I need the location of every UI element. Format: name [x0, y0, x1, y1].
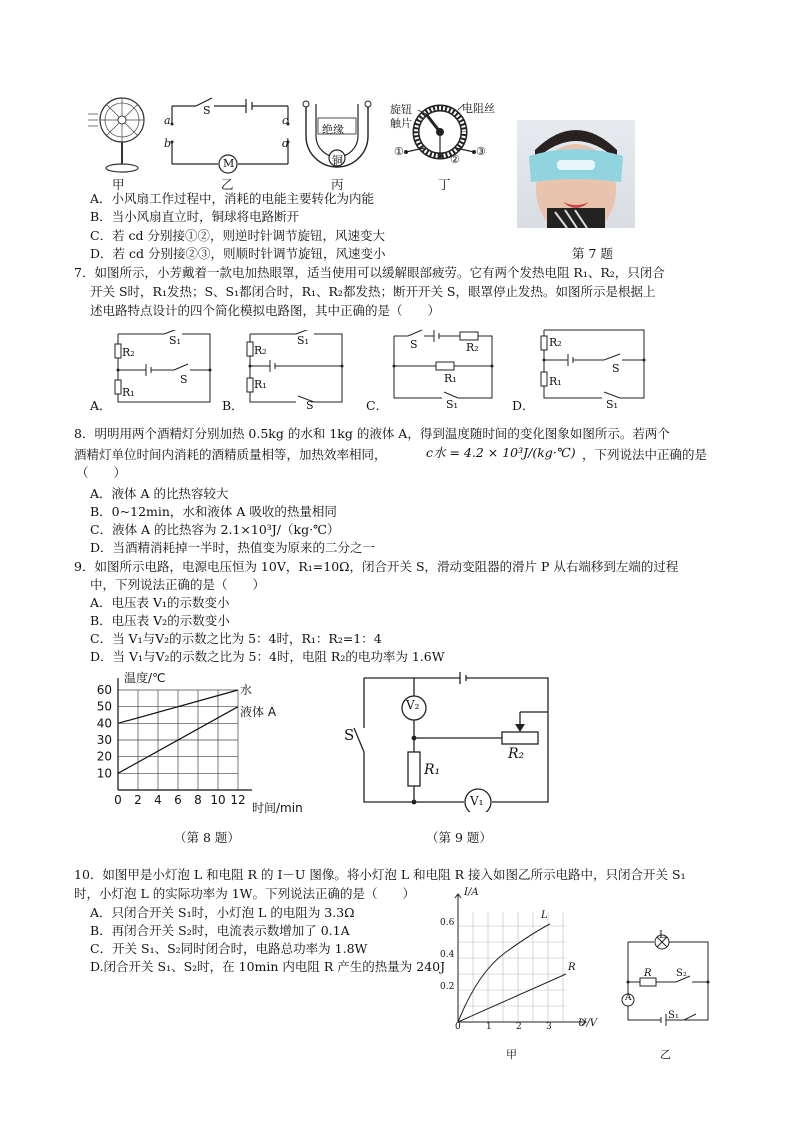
chart-xtick-label: 0 [114, 793, 122, 807]
temperature-time-chart [90, 670, 350, 820]
q8-option-a: A．液体 A 的比热容较大 [90, 486, 229, 501]
copper-label: 铜 [332, 154, 343, 167]
motor-label: M [223, 157, 235, 170]
iu-xtick-3: 3 [546, 1022, 552, 1032]
chart-xtick-label: 6 [174, 793, 182, 807]
iu-xtick-1: 1 [486, 1022, 492, 1032]
q6-option-a: A．小风扇工作过程中，消耗的电能主要转化为内能 [90, 191, 375, 206]
q7-stem-line-2: 开关 S时，R₁发热；S、S₁都闭合时，R₁、R₂都发热；断开开关 S，眼罩停止发热。如图所示是根据上 [90, 284, 656, 299]
eye-mask-photo [517, 120, 635, 228]
q10-option-a: A．只闭合开关 S₁时，小灯泡 L 的电阻为 3.3Ω [90, 905, 355, 920]
q10-option-b: B．再闭合开关 S₂时，电流表示数增加了 0.1A [90, 923, 350, 938]
legend-water: 水 [240, 683, 253, 697]
q7-photo-caption: 第 7 题 [572, 246, 613, 261]
chart-xtick-label: 2 [134, 793, 142, 807]
q7-option-c: C． [366, 398, 389, 413]
q8-stem-line-1: 8．明明用两个酒精灯分别加热 0.5kg 的水和 1kg 的液体 A，得到温度随时间的变化图象如图所示。若两个 [74, 426, 670, 441]
chart-ytick-label: 40 [96, 716, 112, 731]
q7a-s1: S₁ [169, 334, 181, 347]
q9-circuit [344, 672, 558, 812]
iu-graph [436, 888, 606, 1038]
q9-option-b: B．电压表 V₂的示数变小 [90, 613, 230, 628]
terminal-3-label: ③ [476, 145, 486, 158]
q8-stem-line-2: 酒精灯单位时间内消耗的酒精质量相等，加热效率相同， [74, 447, 387, 462]
chart-ylabel: 温度/℃ [124, 671, 166, 685]
chart-ytick-label: 10 [96, 766, 112, 781]
q7-option-b: B． [222, 398, 244, 413]
q7c-s: S [410, 338, 418, 351]
chart-xtick-label: 10 [210, 793, 226, 807]
q10-s2-label: S₂ [676, 968, 687, 979]
q7b-r2: R₂ [254, 344, 267, 357]
q9-r1-label: R₁ [424, 762, 441, 778]
iu-xtick-0: 0 [455, 1022, 461, 1032]
q9-stem-line-2: 中，下列说法正确的是（ ） [90, 577, 266, 592]
q7d-s1: S₁ [606, 398, 618, 411]
q7d-s: S [612, 362, 620, 375]
q6-option-c: C．若 cd 分别接①②，则逆时针调节旋钮，风速变大 [90, 228, 386, 243]
chart-ytick-label: 60 [96, 683, 112, 697]
contact-label: 触片 [390, 117, 412, 130]
q6-label-c: c [282, 114, 289, 127]
iu-caption: 甲 [506, 1048, 517, 1061]
q10-circuit [616, 934, 714, 1030]
q7-circuit-b [242, 330, 346, 406]
iu-xlabel: U/V [578, 1018, 598, 1029]
q6-option-b: B．当小风扇直立时，铜球将电路断开 [90, 209, 300, 224]
q9-option-c: C．当 V₁与V₂的示数之比为 5：4时，R₁：R₂=1：4 [90, 631, 382, 646]
q7b-r1: R₁ [254, 378, 267, 391]
chart-xtick-label: 4 [154, 793, 162, 807]
q7-stem-line-1: 7．如图所示，小芳戴着一款电加热眼罩，适当使用可以缓解眼部疲劳。它有两个发热电阻 R₁、R₂，只闭合 [74, 265, 665, 280]
q7a-s: S [180, 373, 188, 386]
iu-ytick-04: 0.4 [440, 950, 455, 960]
resistance-wire-label: 电阻丝 [462, 102, 495, 115]
fan-figure [86, 94, 156, 184]
q6-label-a: a [164, 114, 171, 127]
chart-ytick-label: 20 [96, 749, 112, 764]
fig-label-ding: 丁 [438, 177, 451, 192]
iu-xtick-2: 2 [516, 1022, 522, 1032]
q10-s1-label: S₁ [668, 1010, 679, 1021]
insulation-label: 绝缘 [322, 123, 344, 136]
fig-label-yi: 乙 [221, 177, 234, 192]
iu-curve-r-label: R [568, 962, 576, 973]
q7b-s: S [306, 399, 314, 412]
q7d-r2: R₂ [549, 336, 562, 349]
q10-l-label: L [659, 930, 666, 941]
q7-option-d: D． [512, 398, 535, 413]
chart-xlabel: 时间/min [252, 801, 303, 815]
q7d-r1: R₁ [549, 375, 562, 388]
q10-r-label: R [644, 968, 652, 979]
q7a-r2: R₂ [122, 346, 135, 359]
iu-curve-l-label: L [541, 910, 548, 921]
q10-circuit-caption: 乙 [660, 1048, 671, 1061]
iu-ylabel: I/A [464, 887, 479, 898]
q6-label-b: b [164, 137, 172, 150]
q7b-s1: S₁ [297, 334, 309, 347]
q9-option-a: A．电压表 V₁的示数变小 [90, 595, 230, 610]
q9-stem-line-1: 9．如图所示电路，电源电压恒为 10V，R₁=10Ω，闭合开关 S，滑动变阻器的滑片 P 从右端移到左端的过程 [74, 559, 679, 574]
chart-xtick-label: 8 [194, 793, 202, 807]
q10-stem-line-1: 10．如图甲是小灯泡 L 和电阻 R 的 I－U 图像。将小灯泡 L 和电阻 R 接入如图乙所示电路中，只闭合开关 S₁ [74, 867, 686, 882]
q9-v2-label: V₂ [406, 698, 420, 712]
iu-ytick-02: 0.2 [440, 982, 455, 992]
q8-option-b: B．0~12min，水和液体 A 吸收的热量相同 [90, 504, 337, 519]
legend-liquid-a: 液体 A [240, 705, 277, 719]
q10-stem-line-2: 时，小灯泡 L 的实际功率为 1W。下列说法正确的是（ ） [74, 886, 416, 901]
q9-v1-label: V₁ [470, 794, 484, 808]
iu-ytick-06: 0.6 [440, 918, 455, 928]
q8-caption: （第 8 题） [174, 830, 240, 845]
q7a-r1: R₁ [122, 386, 135, 399]
knob-label: 旋钮 [390, 103, 412, 116]
chart-xtick-label: 12 [230, 793, 246, 807]
q8-option-c: C．液体 A 的比热容为 2.1×10³J/（kg·℃） [90, 522, 340, 537]
q8-stem-line-3: （ ） [76, 465, 127, 480]
q7-circuit-c [390, 328, 496, 404]
chart-ytick-label: 50 [96, 699, 112, 714]
q10-ammeter-label: A [625, 993, 632, 1003]
q9-option-d: D．当 V₁与V₂的示数之比为 5：4时，电阻 R₂的电功率为 1.6W [90, 649, 445, 664]
fig-label-bing: 丙 [331, 177, 344, 192]
q9-r2-label: R₂ [508, 746, 525, 762]
q10-option-c: C．开关 S₁、S₂同时闭合时，电路总功率为 1.8W [90, 941, 368, 956]
q8-option-d: D．当酒精消耗掉一半时，热值变为原来的二分之一 [90, 540, 376, 555]
q9-s-label: S [344, 726, 355, 744]
q6-option-d: D．若 cd 分别接②③，则顺时针调节旋钮，风速变小 [90, 246, 386, 261]
q9-caption: （第 9 题） [426, 830, 492, 845]
q7c-r2: R₂ [466, 341, 479, 354]
q7-option-a: A． [90, 398, 112, 413]
q7-stem-line-3: 述电路特点设计的四个简化模拟电路图，其中正确的是（ ） [90, 303, 441, 318]
q6-label-s: S [203, 104, 211, 117]
q8-stem-line-2-end: ，下列说法中正确的是 [582, 447, 708, 462]
q7c-r1: R₁ [444, 372, 457, 385]
q8-formula: c水 = 4.2 × 10³J/(kg·℃) [426, 445, 576, 460]
fig-label-jia: 甲 [112, 177, 125, 192]
q7c-s1: S₁ [446, 398, 458, 411]
q10-option-d: D.闭合开关 S₁、S₂时，在 10min 内电阻 R 产生的热量为 240J [90, 959, 446, 974]
terminal-1-label: ① [394, 145, 404, 158]
terminal-2-label: ② [450, 153, 460, 166]
q6-label-d: d [282, 137, 290, 150]
chart-ytick-label: 30 [96, 733, 112, 747]
